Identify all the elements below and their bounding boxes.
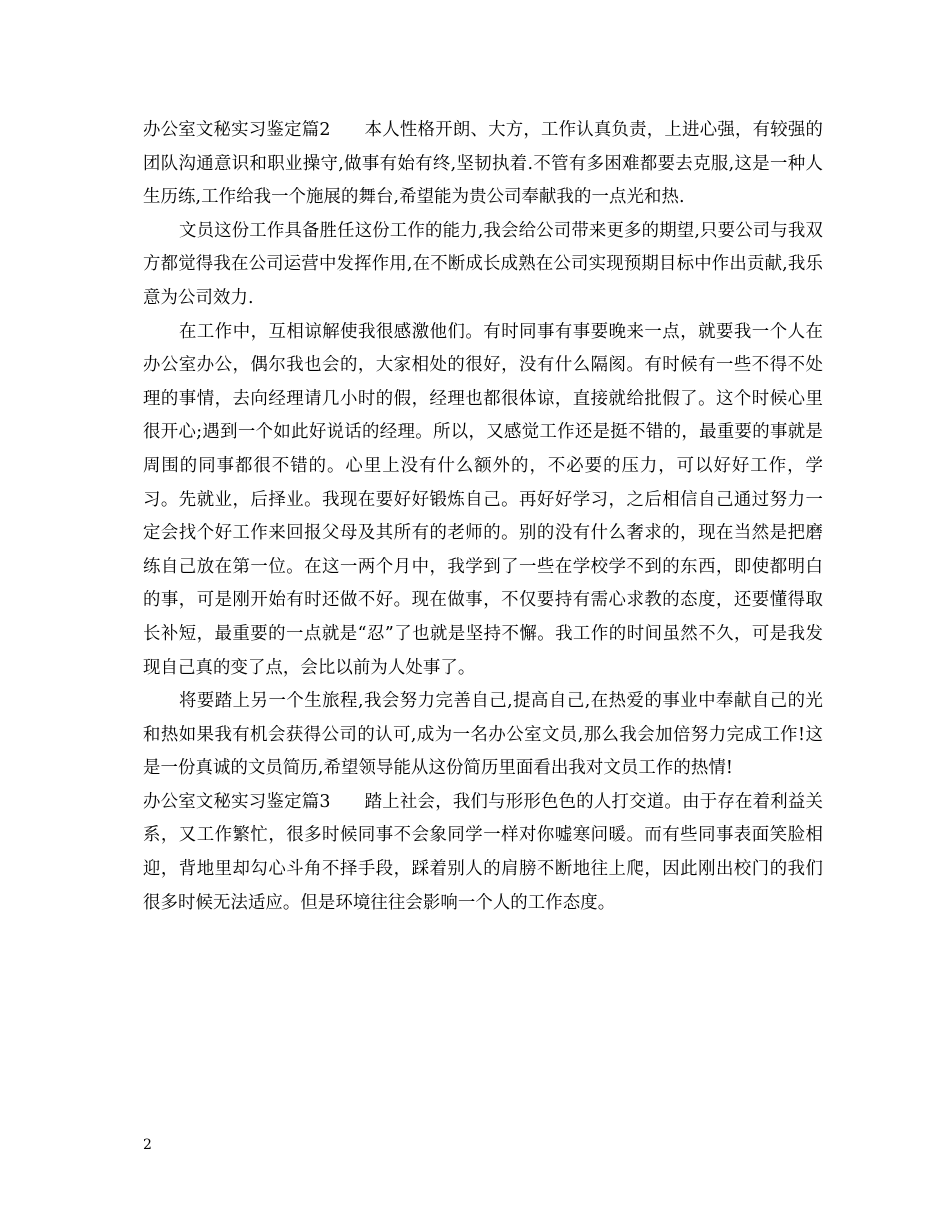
section-heading: 办公室文秘实习鉴定篇2 [143, 120, 331, 140]
page-number: 2 [143, 1137, 152, 1153]
paragraph-text: 踏上社会，我们与形形色色的人打交道。由于存在着利益关系，又工作繁忙，很多时候同事不会象同学一样对你嘘寒问暖。而有些同事表面笑脸相迎，背地里却勾心斗角不择手段，踩着别人的肩膀不断地往上爬，因此刚出校门的我们很多时候无法适应。但是环境往往会影响一个人的工作态度。 [143, 791, 823, 913]
paragraph-text: 本人性格开朗、大方，工作认真负责，上进心强，有较强的团队沟通意识和职业操守,做事有始有终,坚韧执着.不管有多困难都要去克服,这是一种人生历练,工作给我一个施展的舞台,希望能为贵公司奉献我的一点光和热. [143, 120, 823, 208]
document-body [143, 114, 823, 920]
paragraph-text: 文员这份工作具备胜任这份工作的能力,我会给公司带来更多的期望,只要公司与我双方都觉得我在公司运营中发挥作用,在不断成长成熟在公司实现预期目标中作出贡献,我乐意为公司效力. [143, 220, 823, 308]
paragraph-section-3-intro [143, 786, 823, 920]
paragraph-work-experience [143, 316, 823, 686]
paragraph-section-2-intro [143, 114, 823, 215]
paragraph-text: 将要踏上另一个生旅程,我会努力完善自己,提高自己,在热爱的事业中奉献自己的光和热如果我有机会获得公司的认可,成为一名办公室文员,那么我会加倍努力完成工作!这是一份真诚的文员简历,希望领导能从这份简历里面看出我对文员工作的热情! [143, 691, 823, 779]
paragraph-clerk-ability [143, 215, 823, 316]
section-heading: 办公室文秘实习鉴定篇3 [143, 791, 331, 812]
paragraph-new-journey [143, 685, 823, 786]
paragraph-text: 在工作中，互相谅解使我很感激他们。有时同事有事要晚来一点，就要我一个人在办公室办公，偶尔我也会的，大家相处的很好，没有什么隔阂。有时候有一些不得不处理的事情，去向经理请几小时的假，经理也都很体谅，直接就给批假了。这个时候心里很开心;遇到一个如此好说话的经理。所以，又感觉工作还是挺不错的，最重要的事就是周围的同事都很不错的。心里上没有什么额外的，不必要的压力，可以好好工作，学习。先就业，后择业。我现在要好好锻炼自己。再好好学习，之后相信自己通过努力一定会找个好工作来回报父母及其所有的老师的。别的没有什么奢求的，现在当然是把磨练自己放在第一位。在这一两个月中，我学到了一些在学校学不到的东西，即使都明白的事，可是刚开始有时还做不好。现在做事，不仅要持有需心求教的态度，还要懂得取长补短，最重要的一点就是“忍”了也就是坚持不懈。我工作的时间虽然不久，可是我发现自己真的变了点，会比以前为人处事了。 [143, 321, 823, 678]
